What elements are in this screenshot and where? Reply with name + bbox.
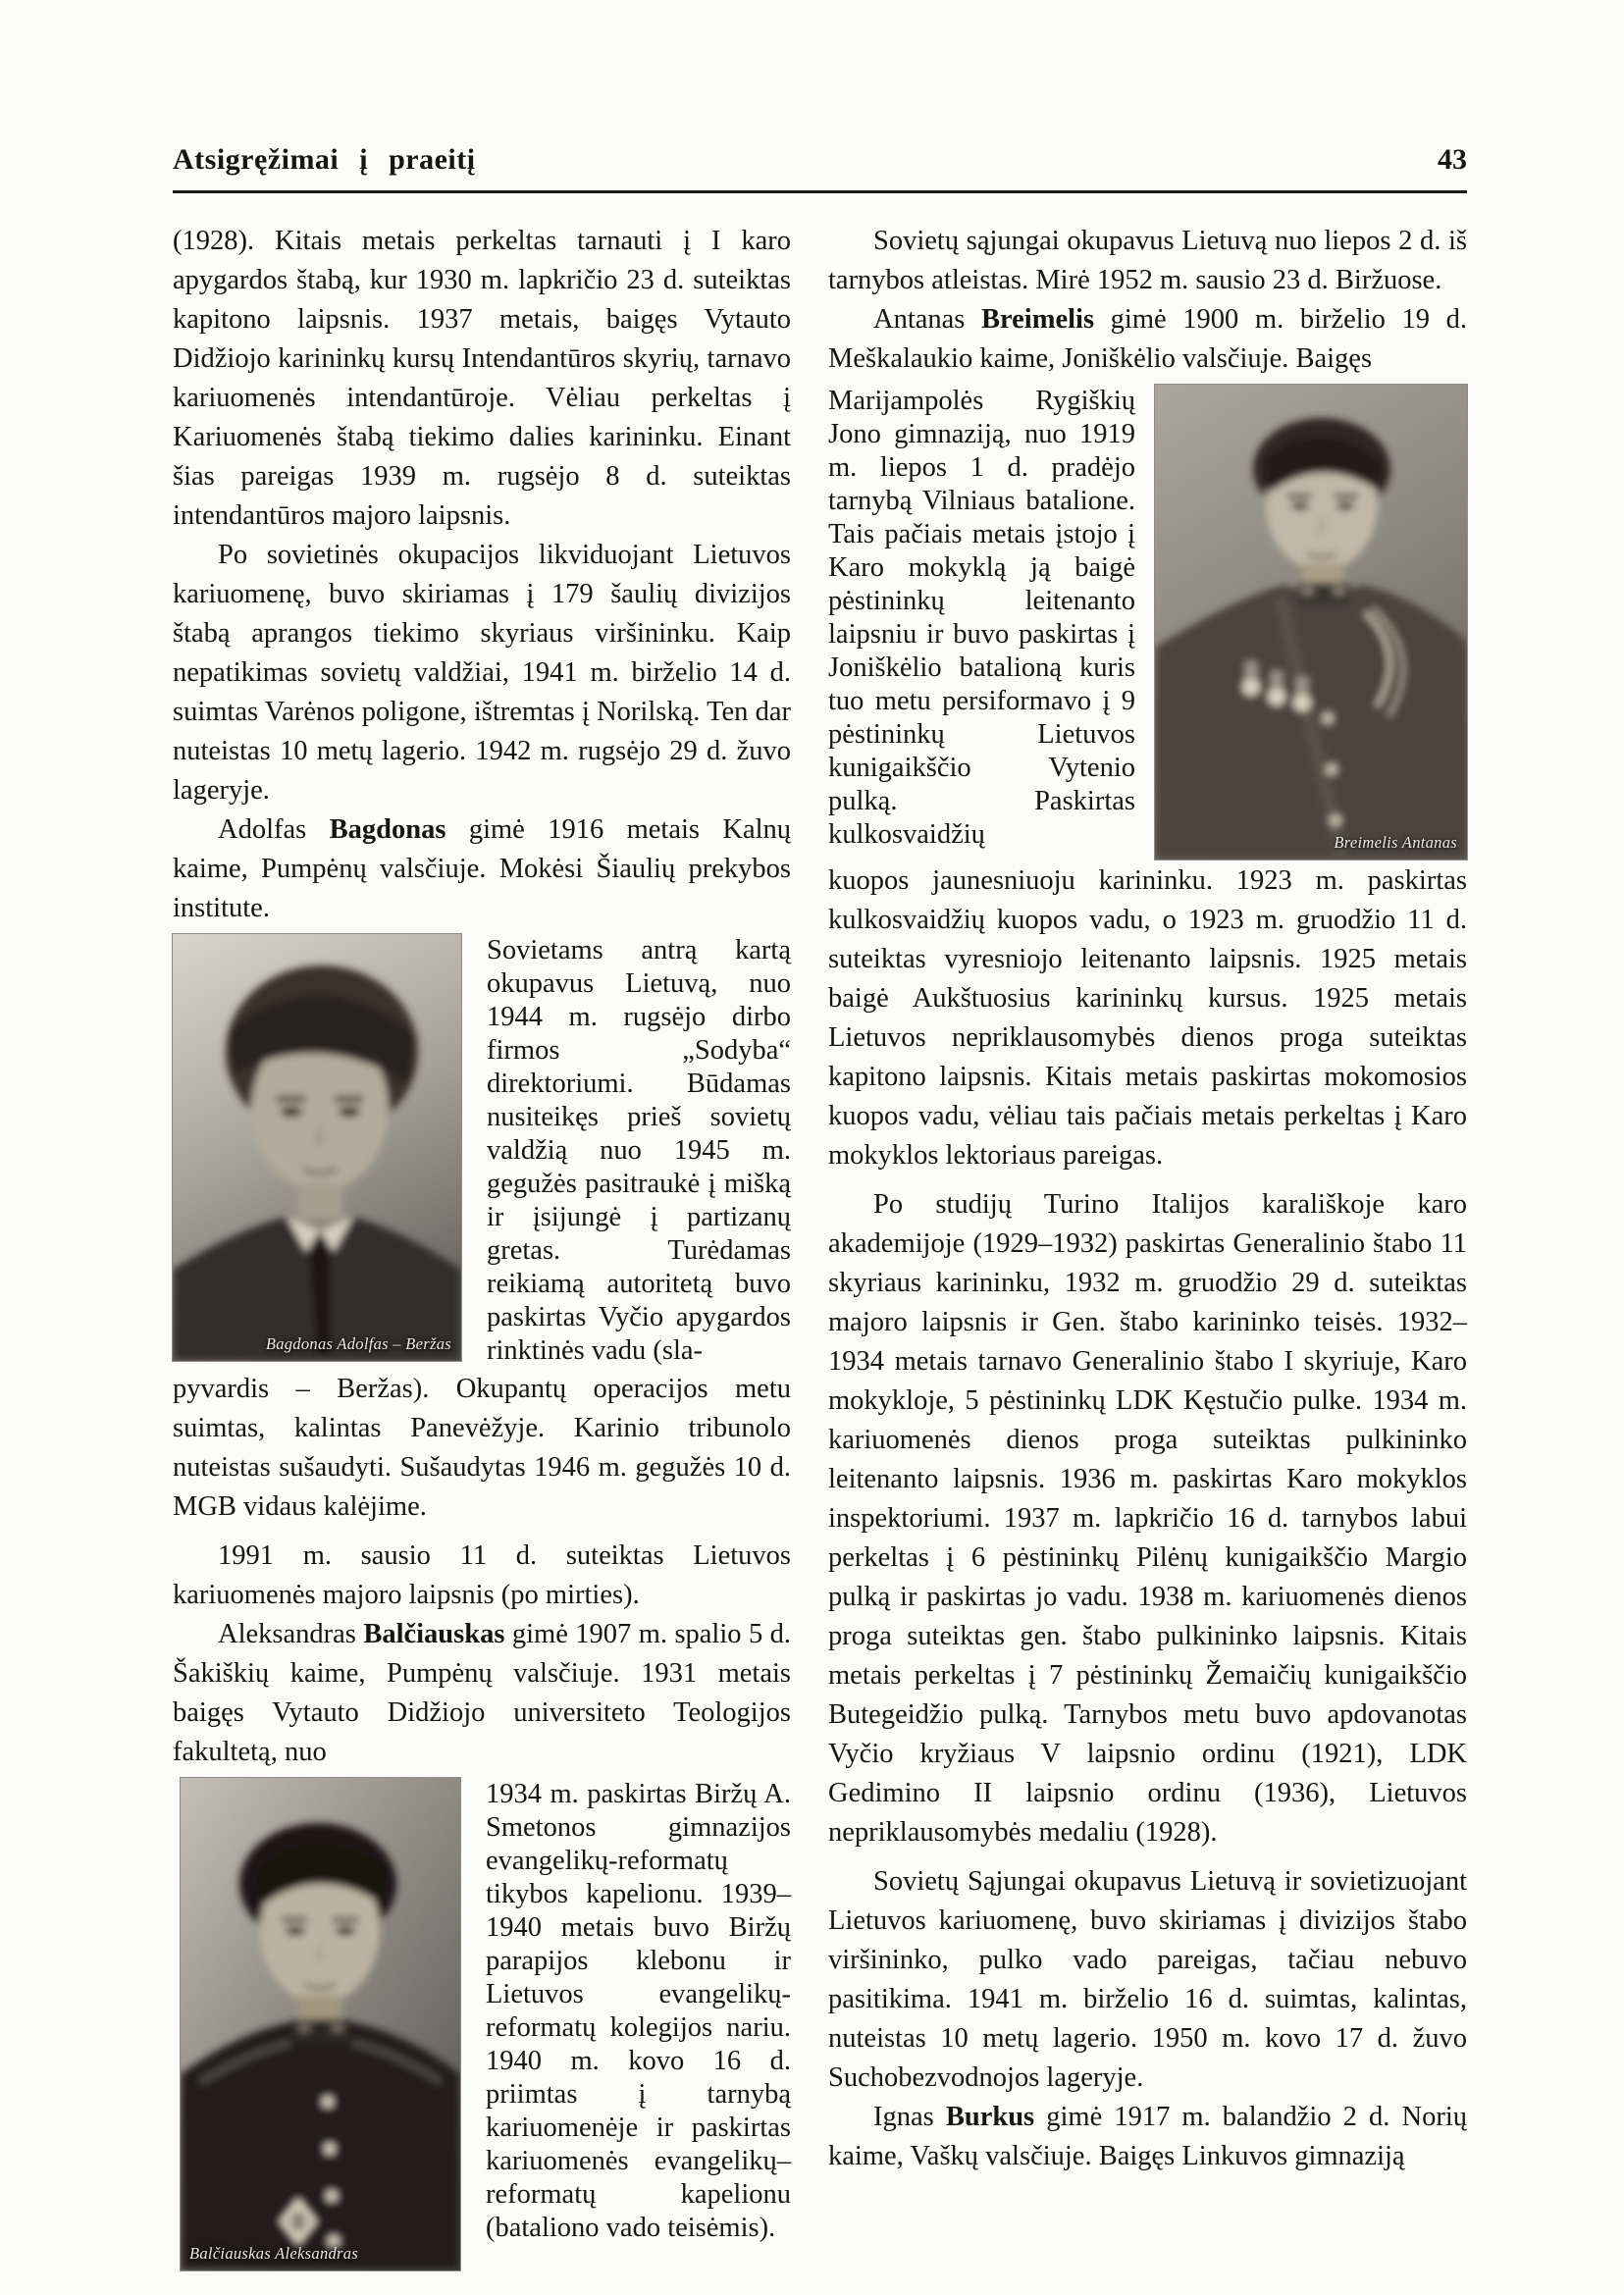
balciauskas-photo-row (173, 1778, 791, 2270)
paragraph-turin-academy: Po studijų Turino Italijos karališkoje karo akademijoje (1929–1932) paskirtas Generalinio štabo 11 skyriaus karininku, 1932 m. gruodžio 29 d. suteiktas majoro laipsnis ir Gen. štabo karininko teisės. 1932–1934 metais tarnavo Generalinio štabo I skyriuje, Karo mokykloje, 5 pėstininkų LDK Kęstučio pulke. 1934 m. kariuomenės dienos proga suteiktas pulkininko leitenanto laipsnis. 1936 m. paskirtas Karo mokyklos inspektoriumi. 1937 m. lapkričio 16 d. tarnybos labui perkeltas į 6 pėstininkų Pilėnų kunigaikščio Margio pulką ir paskirtas jo vadu. 1938 m. kariuomenės dienos proga suteiktas gen. štabo pulkininko laipsnis. Kitais metais perkeltas į 7 pėstininkų Žemaičių kunigaikščio Butegeidžio pulką. Tarnybos metu buvo apdovanotas Vyčio kryžiaus V laipsnio ordinu (1921), LDK Gedimino II laipsnio ordinu (1936), Lietuvos nepriklausomybės medaliu (1928). (828, 1189, 1467, 1848)
paragraph-soviet-occupation: Po sovietinės okupacijos likviduojant Lietuvos kariuomenę, buvo skiriamas į 179 šaulių divizijos štabą aprangos tiekimo skyriaus viršininku. Kaip nepatikimas sovietų valdžiai, 1941 m. birželio 14 d. suimtas Varėnos poligone, ištremtas į Norilską. Ten dar nuteistas 10 metų lagerio. 1942 m. rugsėjo 29 d. žuvo lageryje. (173, 540, 791, 806)
portrait-photo-breimelis (1155, 385, 1467, 860)
page-number: 43 (1438, 143, 1467, 176)
photo-caption-bagdonas: Bagdonas Adolfas – Beržas (265, 1334, 451, 1353)
balciauskas-wrapped-text: 1934 m. paskirtas Biržų A. Smetonos gimnazijos evangelikų-reformatų tikybos kapelionu. 1939–1940 metais buvo Biržų parapijos klebonu ir Lietuvos evangelikų-reformatų kolegijos nariu. 1940 m. kovo 16 d. priimtas į tarnybą kariuomenėje ir paskirtas kariuomenės evangelikų–reformatų kapelionu (bataliono vado teisėmis). (486, 1779, 791, 2243)
right-column (828, 222, 1467, 2272)
portrait-photo-bagdonas (173, 934, 461, 1361)
text-segment: gimė 1907 m. spalio 5 d. Šakiškių kaime, Pumpėnų valsčiuje. 1931 metais baigęs Vytauto Didžiojo universiteto Teologijos fakultetą, nuo (173, 1619, 792, 1767)
paragraph-breimelis-intro (828, 300, 1467, 379)
text-segment: gimė 1900 m. birželio 19 d. Meškalaukio kaime, Joniškėlio valsčiuje. Baigęs (828, 304, 1467, 374)
paragraph-posthumous-rank: 1991 m. sausio 11 d. suteiktas Lietuvos kariuomenės majoro laipsnis (po mirties). (173, 1540, 791, 1610)
paragraph-breimelis-continued: kuopos jaunesniuoju karininku. 1923 m. paskirtas kulkosvaidžių kuopos vadu, o 1923 m. gruodžio 11 d. suteiktas vyresniojo leitenanto laipsnis. 1925 metais baigė Aukštuosius karininkų kursus. 1925 metais Lietuvos nepriklausomybės dienos proga suteiktas kapitono laipsnis. Kitais metais paskirtas mokomosios kuopos vadu, vėliau tais pačiais metais perkeltas į Karo mokyklos lektoriaus pareigas. (828, 865, 1467, 1171)
breimelis-photo-row (828, 385, 1467, 860)
text-segment: gimė 1916 metais Kalnų kaime, Pumpėnų valsčiuje. Mokėsi Šiaulių prekybos institute. (173, 814, 792, 923)
person-name-balciauskas: Balčiauskas (363, 1619, 505, 1649)
paragraph-dismissal-death: Sovietų sąjungai okupavus Lietuvą nuo liepos 2 d. iš tarnybos atleistas. Mirė 1952 m. sausio 23 d. Biržuose. (828, 226, 1467, 295)
paragraph-balciauskas-intro (173, 1615, 791, 1772)
breimelis-wrapped-text: Marijampolės Rygiškių Jono gimnaziją, nuo 1919 m. liepos 1 d. pradėjo tarnybą Vilniaus batalione. Tais pačiais metais įstojo į Karo mokyklą ją baigė pėstininkų leitenanto laipsniu ir buvo paskirtas į Joniškėlio batalioną kuris tuo metu persiformavo į 9 pėstininkų Lietuvos kunigaikščio Vytenio pulką. Paskirtas kulkosvaidžių (828, 386, 1135, 850)
bagdonas-photo-row (173, 934, 791, 1368)
text-segment: Ignas (873, 2102, 946, 2132)
text-segment: Adolfas (218, 814, 330, 845)
paragraph-continuation-1928: (1928). Kitais metais perkeltas tarnauti į I karo apygardos štabą, kur 1930 m. lapkričio 23 d. suteiktas kapitono laipsnis. 1937 metais, baigęs Vytauto Didžiojo karininkų kursų Intendantūros skyrių, tarnavo kariuomenės intendantūroje. Vėliau perkeltas į Kariuomenės štabą tiekimo dalies karininku. Einant šias pareigas 1939 m. rugsėjo 8 d. suteiktas intendantūros majoro laipsnis. (173, 226, 791, 531)
photo-caption-balciauskas: Balčiauskas Aleksandras (189, 2244, 359, 2263)
photo-caption-breimelis: Breimelis Antanas (1334, 833, 1457, 852)
paragraph-bagdonas-continued: pyvardis – Beržas). Okupantų operacijos metu suimtas, kalintas Panevėžyje. Karinio tribunolo nuteistas sušaudyti. Sušaudytas 1946 m. gegužės 10 d. MGB vidaus kalėjime. (173, 1374, 791, 1522)
person-name-bagdonas: Bagdonas (329, 814, 446, 845)
two-column-text (173, 222, 1467, 2272)
page-title: Atsigręžimai į praeitį (173, 143, 476, 176)
left-column (173, 222, 791, 2272)
text-segment: Antanas (873, 304, 982, 335)
paragraph-burkus-intro (828, 2098, 1467, 2176)
person-name-burkus: Burkus (945, 2102, 1035, 2132)
portrait-bagdonas-illustration (173, 934, 461, 1361)
person-name-breimelis: Breimelis (981, 304, 1095, 335)
text-segment: gimė 1917 m. balandžio 2 d. Norių kaime, Vaškų valsčiuje. Baigęs Linkuvos gimnaziją (828, 2102, 1467, 2171)
portrait-breimelis-illustration (1155, 385, 1467, 860)
portrait-photo-balciauskas (181, 1778, 460, 2270)
paragraph-bagdonas-intro (173, 810, 791, 928)
page-header (173, 143, 1467, 193)
paragraph-soviet-arrest: Sovietų Sąjungai okupavus Lietuvą ir sovietizuojant Lietuvos kariuomenę, buvo skiriamas į divizijos štabo viršininko, pulko vado pareigas, tačiau nebuvo pasitikima. 1941 m. birželio 16 d. suimtas, kalintas, nuteistas 10 metų lagerio. 1950 m. kovo 17 d. žuvo Suchobezvodnojos lageryje. (828, 1866, 1467, 2093)
portrait-balciauskas-illustration (181, 1778, 460, 2270)
text-segment: Aleksandras (218, 1619, 364, 1649)
bagdonas-wrapped-text: Sovietams antrą kartą okupavus Lietuvą, nuo 1944 m. rugsėjo dirbo firmos „Sodyba“ direktoriumi. Būdamas nusiteikęs prieš sovietų valdžią nuo 1945 m. gegužės pasitraukė į mišką ir įsijungė į partizanų gretas. Turėdamas reikiamą autoritetą buvo paskirtas Vyčio apygardos rinktinės vadu (sla- (487, 935, 791, 1366)
